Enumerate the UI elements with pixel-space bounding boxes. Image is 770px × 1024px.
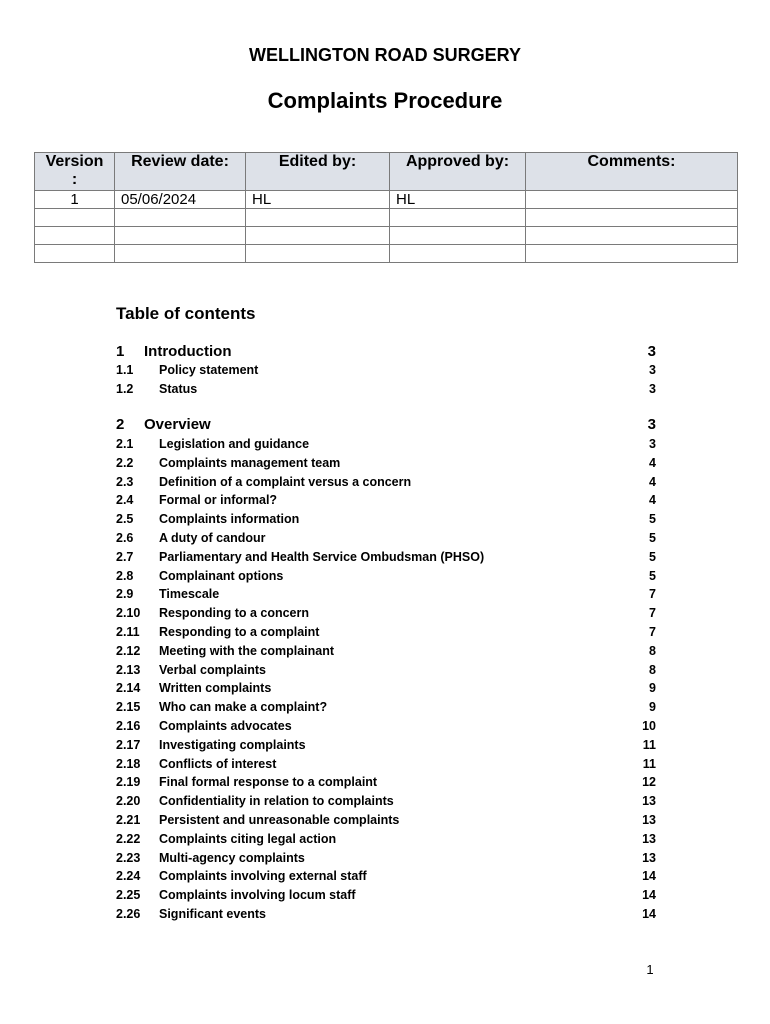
toc-item-page: 13 [642, 812, 656, 827]
toc-spacer [116, 399, 656, 415]
toc-item-number: 2.26 [116, 906, 141, 921]
toc-item-number: 2.16 [116, 718, 141, 733]
toc-item-page: 3 [649, 363, 656, 378]
toc-item-title: Meeting with the complainant [159, 643, 335, 658]
table-row [35, 245, 738, 263]
toc-item-title: Responding to a complaint [159, 624, 320, 639]
toc-item-page: 4 [649, 455, 656, 470]
toc-item-page: 12 [642, 775, 656, 790]
toc-item-number: 2.23 [116, 850, 141, 865]
header-comments: Comments: [526, 153, 738, 191]
toc-item[interactable] [116, 735, 656, 754]
toc-item-page: 11 [642, 737, 656, 752]
toc-item-number: 2.17 [116, 737, 141, 752]
header-edited-by: Edited by: [246, 153, 390, 191]
review-date-cell [115, 209, 246, 227]
header-version-label: Version : [45, 153, 104, 188]
toc-item[interactable] [116, 623, 656, 642]
toc-item-number: 2.7 [116, 549, 134, 564]
comments-cell [526, 245, 738, 263]
page-number: 1 [646, 962, 654, 977]
toc-item-title: Complaints information [159, 512, 300, 527]
toc-item-title: A duty of candour [159, 530, 266, 545]
toc-item[interactable] [116, 510, 656, 529]
toc-item-title: Multi-agency complaints [159, 850, 305, 865]
approved-by-cell [390, 245, 526, 263]
toc-item-page: 5 [649, 530, 656, 545]
toc-item[interactable] [116, 867, 656, 886]
toc-item-page: 5 [649, 549, 656, 564]
toc-item[interactable] [116, 754, 656, 773]
table-header-row [35, 153, 738, 191]
toc-item[interactable] [116, 773, 656, 792]
toc-section-number: 1 [116, 342, 125, 360]
toc-item-page: 5 [649, 568, 656, 583]
approved-by-cell: HL [390, 191, 526, 209]
toc-item-title: Written complaints [159, 681, 272, 696]
toc-item[interactable] [116, 491, 656, 510]
toc-item-number: 1.2 [116, 382, 134, 397]
toc-item[interactable] [116, 698, 656, 717]
toc-item-page: 13 [642, 794, 656, 809]
toc-item-number: 2.10 [116, 606, 141, 621]
toc-item[interactable] [116, 472, 656, 491]
toc-section-page: 3 [647, 342, 656, 360]
toc-section-title: Overview [144, 416, 211, 434]
toc-item[interactable] [116, 529, 656, 548]
review-date-cell: 05/06/2024 [115, 191, 246, 209]
table-row [35, 191, 738, 209]
version-cell: 1 [35, 191, 115, 209]
toc-entries [116, 341, 656, 923]
toc-item-title: Status [159, 382, 198, 397]
toc-item-page: 3 [649, 382, 656, 397]
toc-item[interactable] [116, 886, 656, 905]
toc-item-page: 4 [649, 474, 656, 489]
toc-item-number: 2.25 [116, 888, 141, 903]
toc-section-page: 3 [647, 416, 656, 434]
toc-item-number: 2.8 [116, 568, 134, 583]
header-approved-by: Approved by: [390, 153, 526, 191]
toc-item[interactable] [116, 811, 656, 830]
toc-item-number: 2.24 [116, 869, 141, 884]
version-cell [35, 227, 115, 245]
toc-section-2[interactable] [116, 415, 656, 435]
toc-item-number: 2.20 [116, 794, 141, 809]
edited-by-cell [246, 209, 390, 227]
toc-item-page: 4 [649, 493, 656, 508]
toc-item-number: 2.5 [116, 512, 134, 527]
comments-cell [526, 191, 738, 209]
toc-item-page: 9 [649, 681, 656, 696]
version-control-table [34, 152, 738, 263]
toc-item[interactable] [116, 641, 656, 660]
toc-item-number: 2.13 [116, 662, 141, 677]
toc-item-page: 7 [649, 587, 656, 602]
edited-by-cell [246, 227, 390, 245]
toc-item[interactable] [116, 585, 656, 604]
toc-item-number: 2.2 [116, 455, 134, 470]
toc-item-number: 2.18 [116, 756, 141, 771]
header-version [35, 153, 115, 191]
toc-item-title: Who can make a complaint? [159, 700, 328, 715]
toc-section-title: Introduction [144, 342, 232, 360]
toc-item-title: Complaints advocates [159, 718, 292, 733]
toc-item-page: 14 [642, 869, 656, 884]
toc-item-title: Responding to a concern [159, 606, 310, 621]
toc-item[interactable] [116, 380, 656, 399]
toc-heading: Table of contents [116, 304, 256, 323]
toc-item-number: 2.4 [116, 493, 134, 508]
toc-item-title: Timescale [159, 587, 220, 602]
toc-item-number: 2.12 [116, 643, 141, 658]
table-row [35, 209, 738, 227]
toc-item-title: Complaints involving external staff [159, 869, 367, 884]
toc-item-page: 14 [642, 888, 656, 903]
table-row [35, 227, 738, 245]
toc-item-number: 2.1 [116, 436, 134, 451]
toc-item-title: Conflicts of interest [159, 756, 277, 771]
version-cell [35, 245, 115, 263]
toc-item-page: 14 [642, 906, 656, 921]
toc-item-page: 13 [642, 831, 656, 846]
toc-item-page: 11 [642, 756, 656, 771]
toc-item-title: Confidentiality in relation to complaints [159, 794, 394, 809]
toc-item[interactable] [116, 604, 656, 623]
toc-section-1[interactable] [116, 341, 656, 361]
toc-item-number: 2.6 [116, 530, 134, 545]
edited-by-cell: HL [246, 191, 390, 209]
toc-item-title: Definition of a complaint versus a concern [159, 474, 412, 489]
toc-item-title: Formal or informal? [159, 493, 278, 508]
toc-item-number: 2.14 [116, 681, 141, 696]
toc-item-number: 2.11 [116, 624, 140, 639]
toc-item-number: 2.19 [116, 775, 141, 790]
toc-item[interactable] [116, 566, 656, 585]
toc-item-title: Complaints citing legal action [159, 831, 337, 846]
toc-item[interactable] [116, 848, 656, 867]
toc-item-number: 2.3 [116, 474, 134, 489]
toc-item-number: 2.9 [116, 587, 134, 602]
approved-by-cell [390, 209, 526, 227]
toc-item[interactable] [116, 717, 656, 736]
approved-by-cell [390, 227, 526, 245]
toc-item[interactable] [116, 660, 656, 679]
toc-item-page: 7 [649, 624, 656, 639]
toc-item-page: 9 [649, 700, 656, 715]
review-date-cell [115, 227, 246, 245]
document-title: Complaints Procedure [267, 88, 503, 113]
toc-item-title: Complainant options [159, 568, 284, 583]
edited-by-cell [246, 245, 390, 263]
toc-item-page: 7 [649, 606, 656, 621]
toc-item[interactable] [116, 361, 656, 380]
toc-item[interactable] [116, 905, 656, 924]
toc-item-page: 3 [649, 436, 656, 451]
version-cell [35, 209, 115, 227]
comments-cell [526, 209, 738, 227]
toc-item-page: 8 [649, 643, 656, 658]
toc-item[interactable] [116, 679, 656, 698]
toc-item-page: 8 [649, 662, 656, 677]
toc-item-number: 1.1 [116, 363, 134, 378]
toc-item[interactable] [116, 829, 656, 848]
toc-item-title: Persistent and unreasonable complaints [159, 812, 400, 827]
table-of-contents [116, 304, 656, 923]
toc-item-title: Significant events [159, 906, 266, 921]
toc-item-title: Complaints involving locum staff [159, 888, 356, 903]
toc-item-page: 13 [642, 850, 656, 865]
toc-item-title: Final formal response to a complaint [159, 775, 378, 790]
toc-item[interactable] [116, 547, 656, 566]
review-date-cell [115, 245, 246, 263]
toc-item-page: 10 [642, 718, 656, 733]
toc-item-page: 5 [649, 512, 656, 527]
toc-item-number: 2.21 [116, 812, 141, 827]
toc-item-number: 2.15 [116, 700, 141, 715]
toc-item-title: Verbal complaints [159, 662, 266, 677]
header-review-date: Review date: [115, 153, 246, 191]
toc-item-title: Investigating complaints [159, 737, 306, 752]
toc-section-number: 2 [116, 416, 125, 434]
toc-item-number: 2.22 [116, 831, 141, 846]
toc-item-title: Legislation and guidance [159, 436, 310, 451]
toc-item-title: Parliamentary and Health Service Ombudsman (PHSO) [159, 549, 485, 564]
organisation-name: WELLINGTON ROAD SURGERY [248, 45, 521, 65]
comments-cell [526, 227, 738, 245]
toc-item-title: Policy statement [159, 363, 259, 378]
toc-item[interactable] [116, 453, 656, 472]
toc-item[interactable] [116, 435, 656, 454]
toc-item[interactable] [116, 792, 656, 811]
toc-item-title: Complaints management team [159, 455, 341, 470]
